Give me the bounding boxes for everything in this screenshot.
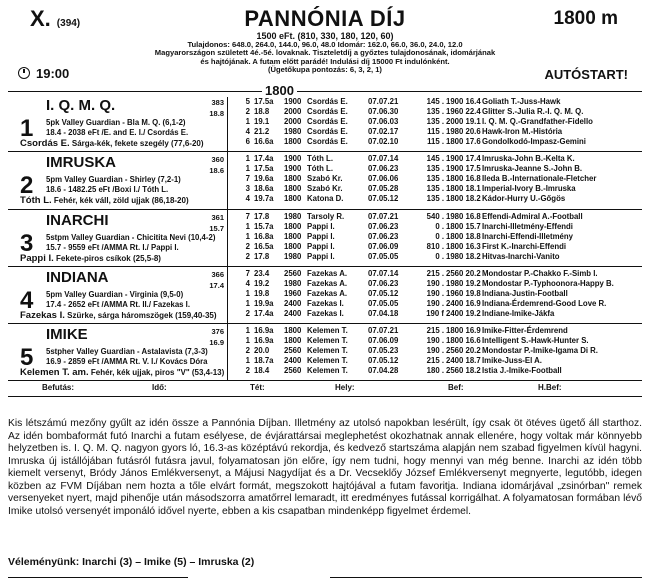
race-history-cell: 2400 — [284, 309, 302, 318]
race-history-cell: 2560 — [284, 346, 302, 355]
race-history-cell: 1800 — [284, 242, 302, 251]
race-history-cell: 1800 — [284, 174, 302, 183]
race-history-cell: 1800 — [284, 194, 302, 203]
race-history-cell: 16.5a — [254, 242, 274, 251]
race-history-cell: 135 . — [426, 164, 444, 173]
race-history-cell: Mondostar P.-Chakko F.-Simb I. — [482, 269, 598, 278]
horse-entry — [0, 269, 650, 329]
race-history-cell: Kádor-Hurry U.-Gőgös — [482, 194, 566, 203]
race-history-cell: 2560 — [284, 269, 302, 278]
race-history-cell: 1800 16.6 — [446, 336, 481, 345]
race-history-cell: 07.05.05 — [368, 252, 399, 261]
race-history-cell: 17.5a — [254, 164, 274, 173]
race-history-cell: 1980 20.6 — [446, 127, 481, 136]
race-history-cell: Inarchi-Illetmény-Effendi — [482, 222, 573, 231]
race-history-cell: Indiana-Érdemrend-Good Love R. — [482, 299, 607, 308]
race-history-cell: Fazekas I. — [307, 309, 344, 318]
race-history-cell: 190 . — [426, 346, 444, 355]
horse-stats: 18.4 - 2038 eFt /E. and E. I./ Csordás E. — [46, 128, 189, 137]
footer-hely: Hely: — [335, 383, 355, 392]
race-history-cell: Fazekas A. — [307, 289, 348, 298]
race-history-cell: 1980 16.8 — [446, 212, 481, 221]
horse-form-b: 18.6 — [209, 166, 224, 175]
race-history-cell: Fazekas A. — [307, 279, 348, 288]
race-history-cell: 540 . — [426, 212, 444, 221]
horse-jockey-line — [20, 138, 204, 149]
horse-jockey: Fazekas I. — [20, 310, 65, 321]
race-history-cell: 1900 17.5 — [446, 164, 481, 173]
horse-pedigree: 5stpm Valley Guardian - Chicitita Nevi (10,4-2) — [46, 233, 216, 242]
race-history-cell: 07.06.23 — [368, 222, 399, 231]
race-history-cell: 2000 19.1 — [446, 117, 481, 126]
horse-number: 4 — [20, 287, 34, 314]
race-history-cell: 2560 — [284, 366, 302, 375]
race-history-cell: 180 . — [426, 366, 444, 375]
race-history-cell: Gondolkodó-Impasz-Gemini — [482, 137, 586, 146]
race-history-cell: 2 — [245, 366, 250, 375]
race-history-cell: 2 — [245, 242, 250, 251]
race-history-cell: 18.7a — [254, 356, 274, 365]
race-history-cell: 16.9a — [254, 326, 274, 335]
race-history-cell: 19.6a — [254, 174, 274, 183]
race-history-cell: 07.06.06 — [368, 174, 399, 183]
race-history-cell: 07.06.23 — [368, 279, 399, 288]
race-history-cell: 1 — [245, 232, 250, 241]
race-history-cell: 1900 16.4 — [446, 97, 481, 106]
race-history-cell: Szabó Kr. — [307, 174, 343, 183]
horse-stats: 15.7 - 9559 eFt /AMMA Rt. I./ Pappi I. — [46, 243, 179, 252]
race-history-cell: Katona D. — [307, 194, 344, 203]
horse-stats: 16.9 - 2859 eFt /AMMA Rt. V. I./ Kovács Dóra — [46, 357, 208, 366]
race-history-cell: 19.7a — [254, 194, 274, 203]
horse-divider — [8, 209, 642, 210]
race-history-cell: 07.05.05 — [368, 299, 399, 308]
verdict: Véleményünk: Inarchi (3) – Imike (5) – Imruska (2) — [8, 556, 255, 568]
race-history-cell: 1800 18.2 — [446, 194, 481, 203]
race-history-cell: Effendi-Admiral A.-Football — [482, 212, 583, 221]
tips-line: (Ügetőkupa pontozás: 6, 3, 2, 1) — [268, 65, 382, 75]
race-history-cell: Imike-Fitter-Érdemrend — [482, 326, 568, 335]
race-number: X. (394) — [30, 6, 81, 31]
horse-number: 3 — [20, 230, 34, 257]
horse-name: I. Q. M. Q. — [46, 97, 116, 114]
race-history-cell: 19.8 — [254, 289, 270, 298]
race-history-cell: 18.8 — [254, 107, 270, 116]
race-history-cell: Istia J.-Imike-Football — [482, 366, 562, 375]
race-history-cell: 2 — [245, 309, 250, 318]
race-history-cell: 115 . — [427, 137, 444, 146]
race-history-cell: Mondostar P.-Imike-Igama Di R. — [482, 346, 598, 355]
race-history-cell: 07.06.03 — [368, 117, 399, 126]
race-history-cell: 1 — [245, 326, 250, 335]
horse-jockey: Kelemen T. am. — [20, 367, 89, 378]
horse-number: 1 — [20, 115, 34, 142]
horse-name: IMIKE — [46, 326, 88, 343]
race-history-cell: 07.06.23 — [368, 164, 399, 173]
race-history-cell: 18.4 — [254, 366, 270, 375]
race-history-cell: 190 . — [426, 289, 444, 298]
race-history-cell: Inarchi-Effendi-Illetmény — [482, 232, 573, 241]
race-code: (394) — [56, 18, 81, 29]
race-history-cell: 0 . — [435, 252, 444, 261]
race-history-cell: 1960 22.4 — [446, 107, 481, 116]
race-history-cell: Kelemen T. — [307, 346, 348, 355]
footer-hbef: H.Bef: — [538, 383, 562, 392]
race-history-cell: First K.-Inarchi-Effendi — [482, 242, 567, 251]
race-history-cell: 135 . — [426, 117, 444, 126]
owners-line: Tulajdonos: 648.0, 264.0, 144.0, 96.0, 48.0 Idomár: 162.0, 66.0, 36.0, 24.0, 12.0 — [187, 40, 463, 49]
race-history-cell: 07.06.23 — [368, 232, 399, 241]
distance-marker: 1800 — [262, 83, 297, 98]
horse-stats: 17.4 - 2652 eFt /AMMA Rt. II./ Fazekas I. — [46, 300, 191, 309]
race-history-cell: 1900 — [284, 154, 302, 163]
race-history-cell: Indiana-Justin-Football — [482, 289, 568, 298]
race-history-cell: 07.07.21 — [368, 326, 399, 335]
eligibility-line-2: és hajtójának. A futam előtt parádé! Indulási díj 15000 Ft indulónként. — [200, 56, 450, 66]
race-history-cell: 4 — [245, 127, 250, 136]
race-history-cell: 2 — [245, 346, 250, 355]
page-bottom-rule-left — [8, 577, 188, 578]
race-history-cell: 07.07.14 — [368, 154, 399, 163]
race-history-cell: 1980 18.2 — [446, 252, 481, 261]
horse-jockey-line — [20, 310, 217, 321]
horse-pedigree: 5pk Valley Guardian - Bla M. Q. (6,1-2) — [46, 118, 186, 127]
horse-entry — [0, 154, 650, 214]
race-history-cell: Imike-Juss-El A. — [482, 356, 542, 365]
horse-form-a: 361 — [211, 213, 224, 222]
race-history-cell: 1 — [245, 289, 250, 298]
race-history-cell: 1800 15.7 — [446, 222, 481, 231]
horse-form-b: 18.8 — [209, 109, 224, 118]
race-history-cell: Indiane-Imike-Jákfa — [482, 309, 555, 318]
race-history-cell: 1980 — [284, 252, 302, 261]
race-history-cell: 1800 — [284, 184, 302, 193]
race-history-cell: 2 — [245, 252, 250, 261]
start-time: 19:00 — [18, 66, 69, 81]
race-history-cell: 190 . — [426, 336, 444, 345]
race-history-cell: 07.06.09 — [368, 336, 399, 345]
race-history-cell: 810 . — [426, 242, 444, 251]
race-history-cell: 2560 20.2 — [446, 346, 481, 355]
race-history-cell: 07.07.21 — [368, 212, 399, 221]
race-history-cell: 17.4a — [254, 309, 274, 318]
race-history-cell: 5 — [245, 97, 250, 106]
horse-pedigree: 5pm Valley Guardian - Shirley (7,2-1) — [46, 175, 181, 184]
race-history-cell: 215 . — [426, 326, 444, 335]
race-history-cell: 1900 — [284, 97, 302, 106]
race-history-cell: 19.9a — [254, 299, 274, 308]
race-history-cell: Tóth L. — [307, 154, 333, 163]
race-history-cell: 7 — [245, 269, 250, 278]
race-history-cell: 2400 19.2 — [446, 309, 481, 318]
race-history-cell: Kelemen T. — [307, 366, 348, 375]
horse-jockey: Pappi I. — [20, 253, 54, 264]
race-history-cell: Fazekas A. — [307, 269, 348, 278]
race-history-cell: Tóth L. — [307, 164, 333, 173]
footer-divider — [8, 396, 642, 397]
race-history-cell: 1 — [245, 154, 250, 163]
race-history-cell: 0 . — [435, 222, 444, 231]
analysis-text: Kis létszámú mezőny gyűlt az idén össze a Pannónia Díjban. Illetmény az utolsó napokban lesérült, így csak öt ötéves ügető áll starthoz. Az idén bombaformát futó Inarchi a futam esélyese, de évjárattársai meglephetést okozhatnak annak ellenére, hogy voltak már könnyebb helyzetben is. I. Q. M. Q. nagyon gyors ló, 16.3-as középtávú rekordja, és kedvező startszáma alapján nem szabad figyelmen kívül hagyni. Imruska új istállójában futásról futásra javul, folyamatosan jön előre, így nem tudni, hogy mennyi van még benne. Inarchi az idén több kiemelt versenyt, Bródy János Emlékversenyt, a Májusi Nagydíjat és a Dr. Vecseklőy József Emlékversenyt megnyerte, legutóbb, idegen közben az FVM Díjában nem hozta a tőle elvárt formát, megszokott hajtójával a futam favoritja. Indiana idomárjával „zsinórban" remek versenyeket nyert, majd pihenője után másodszorra amatőrrel lemaradt, itt eredményes futással korrigálhat. A folyamatosan formában lévő Imike utolsó versenyét imponáló idővel nyerte, ebben a kis csapatban mindenképp figyelmet érdemel. — [8, 418, 642, 517]
race-history-cell: 19.1 — [254, 117, 270, 126]
race-history-cell: 7 — [245, 174, 250, 183]
eligibility-line: Magyarországon született 4é.-5é. lovaknak. Tiszteletdíj a győztes tulajdonosának, idomárjának — [154, 48, 496, 58]
horse-entry — [0, 97, 650, 157]
race-history-cell: Hawk-Iron M.-História — [482, 127, 563, 136]
race-history-cell: 2000 — [284, 117, 302, 126]
race-history-cell: 1800 — [284, 232, 302, 241]
race-history-cell: 16.6a — [254, 137, 274, 146]
race-history-cell: 19.2 — [254, 279, 270, 288]
race-history-cell: 15.7a — [254, 222, 274, 231]
horse-form-a: 383 — [211, 98, 224, 107]
race-history-cell: 1 — [245, 356, 250, 365]
race-history-cell: 4 — [245, 279, 250, 288]
race-history-cell: 135 . — [426, 184, 444, 193]
horse-name: INDIANA — [46, 269, 109, 286]
horse-colors: Szürke, sárga háromszögek (159,40-35) — [67, 311, 217, 320]
race-history-cell: 1960 — [284, 289, 302, 298]
race-history-cell: Kelemen T. — [307, 356, 348, 365]
footer-ido: Idő: — [152, 383, 167, 392]
race-history-cell: 17.4a — [254, 154, 274, 163]
race-history-cell: 1980 19.2 — [446, 279, 481, 288]
horse-name: IMRUSKA — [46, 154, 116, 171]
race-history-cell: 07.07.21 — [368, 97, 399, 106]
clock-icon — [18, 67, 30, 79]
horse-jockey: Tóth L. — [20, 195, 52, 206]
race-history-cell: Pappi I. — [307, 222, 335, 231]
race-history-cell: 1960 19.8 — [446, 289, 481, 298]
race-history-cell: 07.07.14 — [368, 269, 399, 278]
race-history-cell: 2000 — [284, 107, 302, 116]
race-history-cell: 1800 — [284, 222, 302, 231]
race-history-cell: Csordás E. — [307, 107, 348, 116]
horse-jockey: Csordás E. — [20, 138, 70, 149]
race-history-cell: 21.2 — [254, 127, 270, 136]
race-history-cell: 1800 16.3 — [446, 242, 481, 251]
race-history-cell: Imruska-Jeanne S.-John B. — [482, 164, 583, 173]
horse-form-a: 360 — [211, 155, 224, 164]
race-history-cell: Goliath T.-Juss-Hawk — [482, 97, 561, 106]
race-history-cell: 16.8a — [254, 232, 274, 241]
race-history-cell: 1 — [245, 164, 250, 173]
race-history-cell: 1800 18.1 — [446, 184, 481, 193]
race-history-cell: Szabó Kr. — [307, 184, 343, 193]
race-history-cell: 07.04.18 — [368, 309, 399, 318]
horse-form-b: 17.4 — [209, 281, 224, 290]
race-history-cell: 17.8 — [254, 212, 270, 221]
prize-line: 1500 eFt. (810, 330, 180, 120, 60) — [256, 31, 394, 41]
race-history-cell: 20.0 — [254, 346, 270, 355]
horse-pedigree: 5stpher Valley Guardian - Astalavista (7,3-3) — [46, 347, 208, 356]
race-history-cell: 1800 — [284, 326, 302, 335]
race-history-cell: 2560 18.2 — [446, 366, 481, 375]
race-history-cell: 1 — [245, 299, 250, 308]
horse-divider — [8, 323, 642, 324]
race-history-cell: Intelligent S.-Hawk-Hunter S. — [482, 336, 589, 345]
horse-name: INARCHI — [46, 212, 109, 229]
race-history-cell: 1800 18.8 — [446, 232, 481, 241]
horse-colors: Fekete-piros csíkok (25,5-8) — [56, 254, 161, 263]
race-history-cell: 1980 — [284, 127, 302, 136]
race-history-cell: 3 — [245, 184, 250, 193]
race-history-cell: Csordás E. — [307, 97, 348, 106]
race-history-cell: 1 — [245, 222, 250, 231]
horse-form-a: 376 — [211, 327, 224, 336]
horse-form-b: 15.7 — [209, 224, 224, 233]
race-history-cell: 4 — [245, 194, 250, 203]
horse-number: 5 — [20, 344, 34, 371]
race-history-cell: 1980 — [284, 212, 302, 221]
race-history-cell: 23.4 — [254, 269, 270, 278]
race-history-cell: 145 . — [426, 154, 444, 163]
horse-entry — [0, 212, 650, 272]
race-history-cell: Tarsoly R. — [307, 212, 345, 221]
race-history-cell: 135 . — [426, 174, 444, 183]
race-history-cell: 7 — [245, 212, 250, 221]
start-type: AUTÓSTART! — [544, 67, 628, 82]
race-history-cell: 1800 — [284, 336, 302, 345]
race-history-cell: 190 . — [426, 279, 444, 288]
top-divider — [8, 91, 642, 92]
race-history-cell: 07.05.12 — [368, 194, 399, 203]
race-history-cell: 2 — [245, 107, 250, 116]
race-history-cell: 115 . — [427, 127, 444, 136]
race-history-cell: 1800 — [284, 137, 302, 146]
horse-colors: Sárga-kék, fekete szegély (77,6-20) — [71, 139, 204, 148]
race-history-cell: Kelemen T. — [307, 326, 348, 335]
race-history-cell: I. Q. M. Q.-Grandfather-Fidello — [482, 117, 593, 126]
race-history-cell: 1980 — [284, 279, 302, 288]
race-history-cell: Pappi I. — [307, 252, 335, 261]
race-history-cell: 1900 17.4 — [446, 154, 481, 163]
horse-jockey-line — [20, 253, 161, 264]
race-history-cell: Hitvas-Inarchi-Vanito — [482, 252, 560, 261]
column-divider — [227, 97, 228, 380]
race-history-cell: 2400 — [284, 356, 302, 365]
race-distance: 1800 m — [553, 8, 618, 29]
race-history-cell: 215 . — [426, 269, 444, 278]
race-history-cell: 07.04.28 — [368, 366, 399, 375]
race-history-cell: Mondostar P.-Typhoonora-Happy B. — [482, 279, 614, 288]
horse-number: 2 — [20, 172, 34, 199]
race-history-cell: 2560 20.2 — [446, 269, 481, 278]
race-history-cell: 16.9a — [254, 336, 274, 345]
race-history-cell: 1800 17.6 — [446, 137, 481, 146]
race-history-cell: 145 . — [426, 97, 444, 106]
footer-tet: Tét: — [250, 383, 265, 392]
race-history-cell: Kelemen T. — [307, 336, 348, 345]
race-history-cell: 135 . — [426, 194, 444, 203]
race-history-cell: 1 — [245, 336, 250, 345]
race-history-cell: Glitter S.-Julia R.-I. Q. M. Q. — [482, 107, 584, 116]
race-history-cell: 190 f — [426, 309, 444, 318]
race-history-cell: 07.05.23 — [368, 346, 399, 355]
race-history-cell: 1800 16.9 — [446, 326, 481, 335]
horse-entry — [0, 326, 650, 386]
horse-jockey-line — [20, 367, 224, 378]
horse-jockey-line — [20, 195, 189, 206]
race-history-cell: 2400 16.9 — [446, 299, 481, 308]
race-history-cell: Csordás E. — [307, 127, 348, 136]
race-history-cell: 07.06.30 — [368, 107, 399, 116]
race-history-cell: 07.05.12 — [368, 289, 399, 298]
race-history-cell: 1 — [245, 117, 250, 126]
horse-form-a: 366 — [211, 270, 224, 279]
footer-befutas: Befutás: — [42, 383, 75, 392]
race-history-cell: Imruska-John B.-Kelta K. — [482, 154, 575, 163]
race-history-cell: Fazekas I. — [307, 299, 344, 308]
race-history-cell: 6 — [245, 137, 250, 146]
race-history-cell: Pappi I. — [307, 232, 335, 241]
race-history-cell: 17.5a — [254, 97, 274, 106]
race-history-cell: 215 . — [426, 356, 444, 365]
horse-stats: 18.6 - 1482.25 eFt /Boxi I./ Tóth L. — [46, 185, 169, 194]
race-history-cell: 07.05.12 — [368, 356, 399, 365]
race-history-cell: 1900 — [284, 164, 302, 173]
race-history-cell: Pappi I. — [307, 242, 335, 251]
race-history-cell: 190 . — [426, 299, 444, 308]
horse-divider — [8, 151, 642, 152]
race-history-cell: 07.05.28 — [368, 184, 399, 193]
bottom-divider — [8, 380, 642, 381]
race-history-cell: 135 . — [426, 107, 444, 116]
race-history-cell: 2400 18.7 — [446, 356, 481, 365]
race-history-cell: 2400 — [284, 299, 302, 308]
race-history-cell: Csordás E. — [307, 117, 348, 126]
race-history-cell: 18.6a — [254, 184, 274, 193]
race-history-cell: Imperial-Ivory B.-Imruska — [482, 184, 576, 193]
race-history-cell: 07.06.09 — [368, 242, 399, 251]
horse-colors: Fehér, kék ujjak, piros "V" (53,4-13) — [90, 368, 225, 377]
race-history-cell: 1800 16.8 — [446, 174, 481, 183]
horse-pedigree: 5pm Valley Guardian - Virginia (9,5-0) — [46, 290, 184, 299]
footer-bef: Bef: — [448, 383, 464, 392]
race-history-cell: Csordás E. — [307, 137, 348, 146]
race-title: PANNÓNIA DÍJ — [244, 6, 406, 31]
race-history-cell: 17.8 — [254, 252, 270, 261]
race-history-cell: 0 . — [435, 232, 444, 241]
page-bottom-rule-right — [330, 577, 642, 578]
race-history-cell: 07.02.10 — [368, 137, 399, 146]
race-history-cell: 07.02.17 — [368, 127, 399, 136]
horse-form-b: 16.9 — [209, 338, 224, 347]
race-history-cell: Ileda B.-Internationale-Fletcher — [482, 174, 597, 183]
horse-divider — [8, 266, 642, 267]
horse-colors: Fehér, kék váll, zöld ujjak (86,18-20) — [53, 196, 189, 205]
